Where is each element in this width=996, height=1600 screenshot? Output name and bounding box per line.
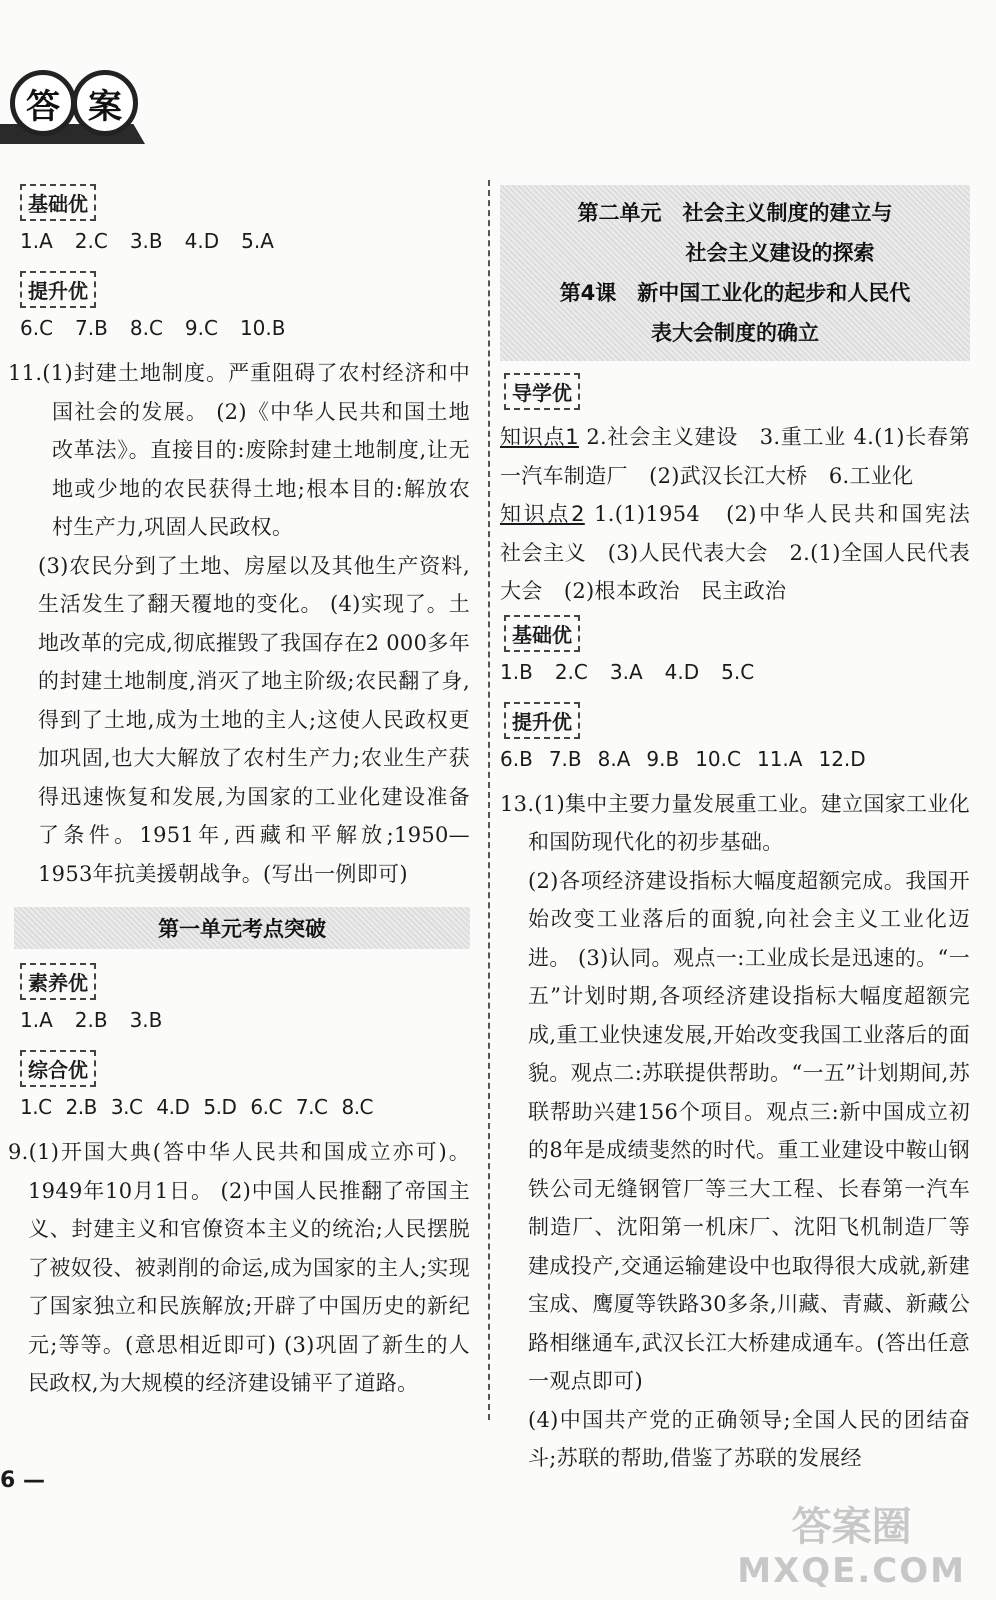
answer-item: 10.B	[239, 316, 286, 340]
header-char-2: 案	[72, 70, 138, 136]
answer-item: 2.B	[65, 1095, 97, 1119]
answer-q13-cont2: (4)中国共产党的正确领导;全国人民的团结奋斗;苏联的帮助,借鉴了苏联的发展经	[528, 1407, 970, 1470]
answer-item: 7.B	[75, 316, 108, 340]
answer-row	[20, 229, 470, 253]
right-column	[500, 185, 992, 1478]
header-char-1: 答	[10, 70, 76, 136]
answer-item: 2.B	[74, 1008, 108, 1032]
unit-title-line1: 第二单元 社会主义制度的建立与	[577, 201, 893, 225]
section-tag-tisheng: 提升优	[20, 271, 96, 308]
kp2-content: 1.(1)1954 (2)中华人民共和国宪法 社会主义 (3)人民代表大会 2.(1)全国人民代表大会 (2)根本政治 民主政治	[500, 502, 992, 603]
answer-item: 7.B	[548, 746, 582, 771]
knowledge-point-2	[500, 495, 992, 611]
answer-item: 12.D	[818, 746, 866, 771]
answer-row	[500, 660, 970, 684]
answer-header	[0, 60, 160, 150]
answer-item: 4.D	[184, 229, 220, 253]
answer-item: 3.B	[129, 1008, 163, 1032]
answer-row	[20, 316, 470, 340]
answer-item: 2.C	[74, 229, 108, 253]
answer-row	[20, 1095, 470, 1119]
answer-item: 9.C	[184, 316, 218, 340]
section-tag-jichu: 基础优	[20, 184, 96, 221]
answer-q9: 9.(1)开国大典(答中华人民共和国成立亦可)。1949年10月1日。 (2)中国人民推翻了帝国主义、封建主义和官僚资本主义的统治;人民摆脱了被奴役、被剥削的命运,成为国家的主人;实现了国家独立和民族解放;开辟了中国历史的新纪元;等等。(意思相近即可) (3)巩固了新生的人民政权,为大规模的经济建设铺平了道路。	[8, 1140, 470, 1395]
answer-item: 11.A	[756, 746, 803, 771]
knowledge-point-1	[500, 418, 970, 495]
answer-item: 7.C	[295, 1095, 328, 1119]
column-divider	[488, 180, 490, 1420]
section-tag-jichu-right: 基础优	[504, 615, 580, 652]
answer-row	[500, 747, 970, 771]
answer-q11-cont: (3)农民分到了土地、房屋以及其他生产资料,生活发生了翻天覆地的变化。 (4)实现了。土地改革的完成,彻底摧毁了我国存在2 000多年的封建土地制度,消灭了地主阶级;农民翻了身,得到了土地,成为土地的主人;这使人民政权更加巩固,也大大解放了农村生产力;农业生产获得迅速恢复和发展,为国家的工业化建设准备了条件。1951年,西藏和平解放;1950—1953年抗美援朝战争。(写出一例即可)	[38, 553, 470, 886]
answer-item: 8.C	[341, 1095, 374, 1119]
section-tag-zonghe: 综合优	[20, 1050, 96, 1087]
section-tag-suyang: 素养优	[20, 963, 96, 1000]
answer-row	[20, 1008, 470, 1032]
answer-item: 5.C	[721, 659, 755, 684]
answer-item: 2.C	[554, 659, 588, 684]
answer-item: 6.C	[250, 1095, 282, 1119]
answer-q11: 11.(1)封建土地制度。严重阻碍了农村经济和中国社会的发展。 (2)《中华人民共和国土地改革法》。直接目的:废除封建土地制度,让无地或少地的农民获得土地;根本目的:解放农村生产力,巩固人民政权。	[8, 361, 470, 539]
answer-item: 5.A	[241, 229, 274, 253]
kp1-content: 2.社会主义建设 3.重工业 4.(1)长春第一汽车制造厂 (2)武汉长江大桥 6.工业化	[500, 425, 971, 488]
unit-review-banner: 第一单元考点突破	[14, 907, 470, 949]
answer-item: 3.C	[110, 1095, 143, 1119]
answer-item: 1.C	[20, 1095, 52, 1119]
answer-item: 10.C	[695, 746, 741, 771]
answer-item: 1.B	[500, 659, 533, 684]
answer-item: 1.A	[20, 1008, 53, 1032]
lesson-title-line1: 第4课 新中国工业化的起步和人民代	[559, 281, 911, 305]
watermark-url: MXQE.COM	[737, 1551, 966, 1591]
answer-item: 8.A	[597, 746, 631, 771]
unit-title-line2: 社会主义建设的探索	[685, 241, 875, 265]
watermark-logo	[737, 1505, 966, 1593]
lesson-title-line2: 表大会制度的确立	[651, 321, 819, 345]
section-tag-tisheng-right: 提升优	[504, 702, 580, 739]
answer-q13-cont: (2)各项经济建设指标大幅度超额完成。我国开始改变工业落后的面貌,向社会主义工业化迈进。 (3)认同。观点一:工业成长是迅速的。“一五”计划时期,各项经济建设指标大幅度超额完成,重工业快速发展,开始改变我国工业落后的面貌。观点二:苏联提供帮助。“一五”计划期间,苏联帮助兴建156个项目。观点三:新中国成立初的8年是成绩斐然的时代。重工业建设中鞍山钢铁公司无缝钢管厂等三大工程、长春第一汽车制造厂、沈阳第一机床厂、沈阳飞机制造厂等建成投产,交通运输建设中也取得很大成就,新建宝成、鹰厦等铁路30多条,川藏、青藏、新藏公路相继通车,武汉长江大桥建成通车。(答出任意一观点即可)	[528, 868, 970, 1393]
answer-item: 9.B	[646, 746, 680, 771]
answer-item: 4.D	[664, 659, 700, 684]
kp2-label: 知识点2	[500, 502, 585, 526]
answer-item: 4.D	[156, 1095, 190, 1119]
answer-item: 1.A	[20, 229, 53, 253]
answer-item: 3.B	[129, 229, 163, 253]
answer-item: 5.D	[203, 1095, 237, 1119]
watermark-text: 答案圈	[791, 1504, 912, 1550]
answer-item: 8.C	[129, 316, 163, 340]
page-number: 6 —	[0, 1468, 45, 1493]
answer-item: 3.A	[609, 659, 643, 684]
left-column	[8, 180, 470, 1403]
answer-item: 6.C	[20, 316, 54, 340]
unit-title-banner	[500, 185, 970, 361]
answer-q13: 13.(1)集中主要力量发展重工业。建立国家工业化和国防现代化的初步基础。	[500, 791, 970, 854]
section-tag-daoxue: 导学优	[504, 373, 580, 410]
answer-item: 6.B	[500, 746, 533, 771]
kp1-label: 知识点1	[500, 425, 579, 449]
